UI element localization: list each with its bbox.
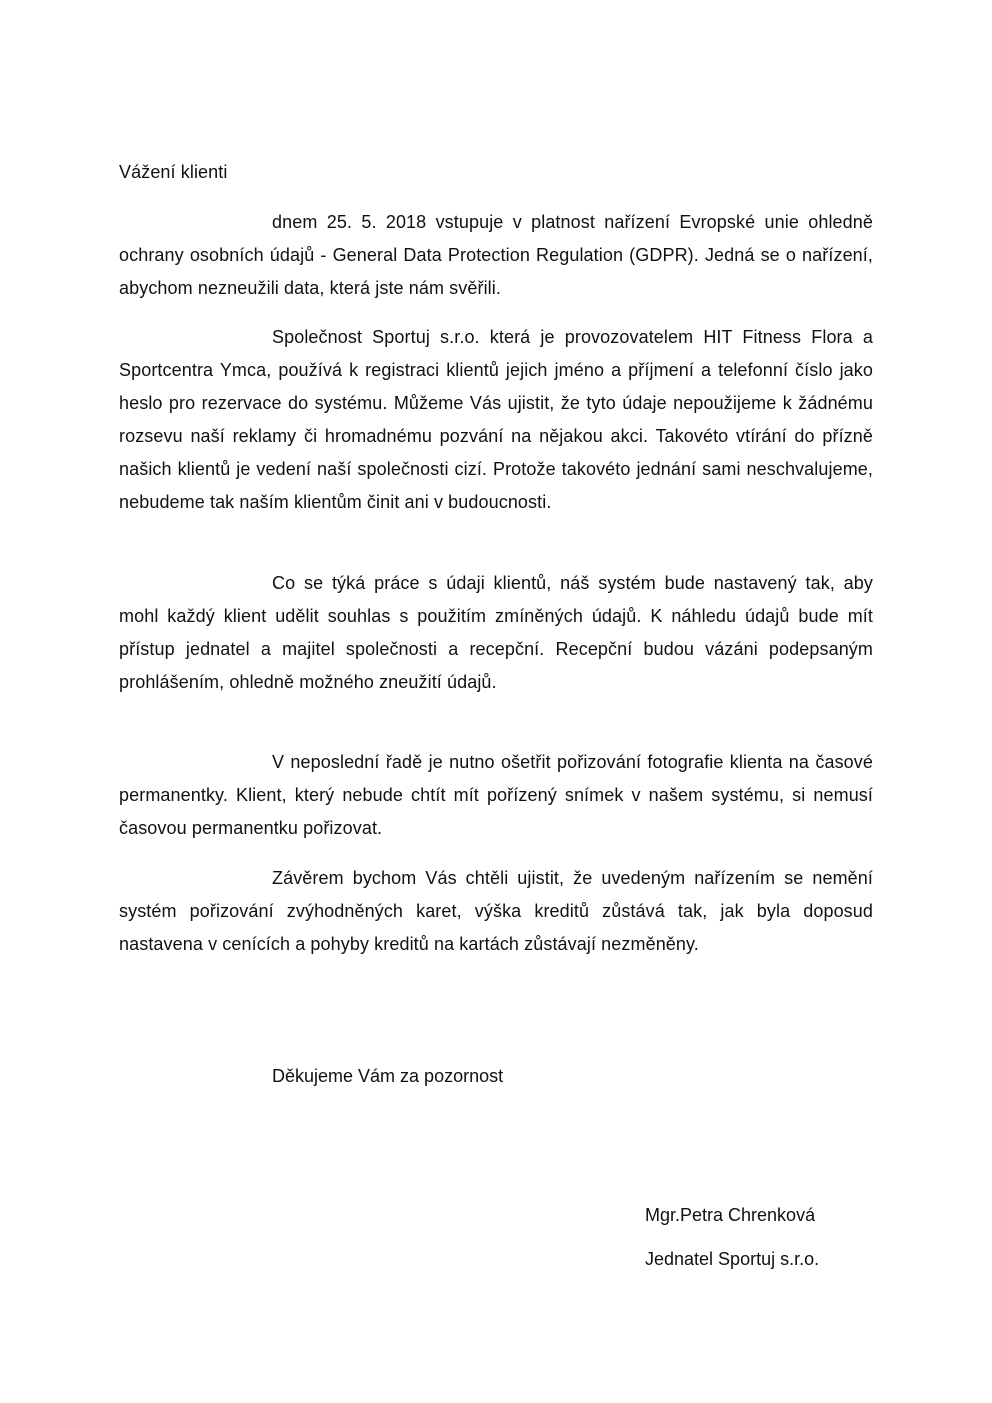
signature-title: Jednatel Sportuj s.r.o. — [645, 1249, 820, 1269]
paragraph-data-access: Co se týká práce s údaji klientů, náš systém bude nastavený tak, aby mohl každý klient udělit souhlas s použitím zmíněných údajů. K náhledu údajů bude mít přístup jednatel a majitel společnosti a recepční. Recepční budou vázáni podepsaným prohlášením, ohledně možného zneužití údajů. — [119, 573, 873, 692]
closing-line: Děkujeme Vám za pozornost — [272, 1066, 504, 1086]
salutation: Vážení klienti — [119, 162, 228, 182]
signature-name: Mgr.Petra Chrenková — [645, 1205, 816, 1225]
paragraph-photos: V neposlední řadě je nutno ošetřit pořizování fotografie klienta na časové permanentky. Klient, který nebude chtít mít pořízený snímek v našem systému, si nemusí časovou permanentku pořizovat. — [119, 752, 873, 838]
paragraph-data-usage: Společnost Sportuj s.r.o. která je provozovatelem HIT Fitness Flora a Sportcentra Ymca, používá k registraci klientů jejich jméno a příjmení a telefonní číslo jako heslo pro rezervace do systému. Můžeme Vás ujistit, že tyto údaje nepoužijeme k žádnému rozsevu naší reklamy či hromadnému pozvání na nějakou akci. Takovéto vtírání do přízně našich klientů je vedení naší společnosti cizí. Protože takovéto jednání sami neschvalujeme, nebudeme tak naším klientům činit ani v budoucnosti. — [119, 327, 873, 512]
paragraph-conclusion: Závěrem bychom Vás chtěli ujistit, že uvedeným nařízením se nemění systém pořizování zvýhodněných karet, výška kreditů zůstává tak, jak byla doposud nastavena v cenících a pohyby kreditů na kartách zůstávají nezměněny. — [119, 868, 873, 954]
paragraph-gdpr-intro: dnem 25. 5. 2018 vstupuje v platnost nařízení Evropské unie ohledně ochrany osobních údajů - General Data Protection Regulation (GDPR). Jedná se o nařízení, abychom nezneužili data, která jste nám svěřili. — [119, 212, 873, 298]
